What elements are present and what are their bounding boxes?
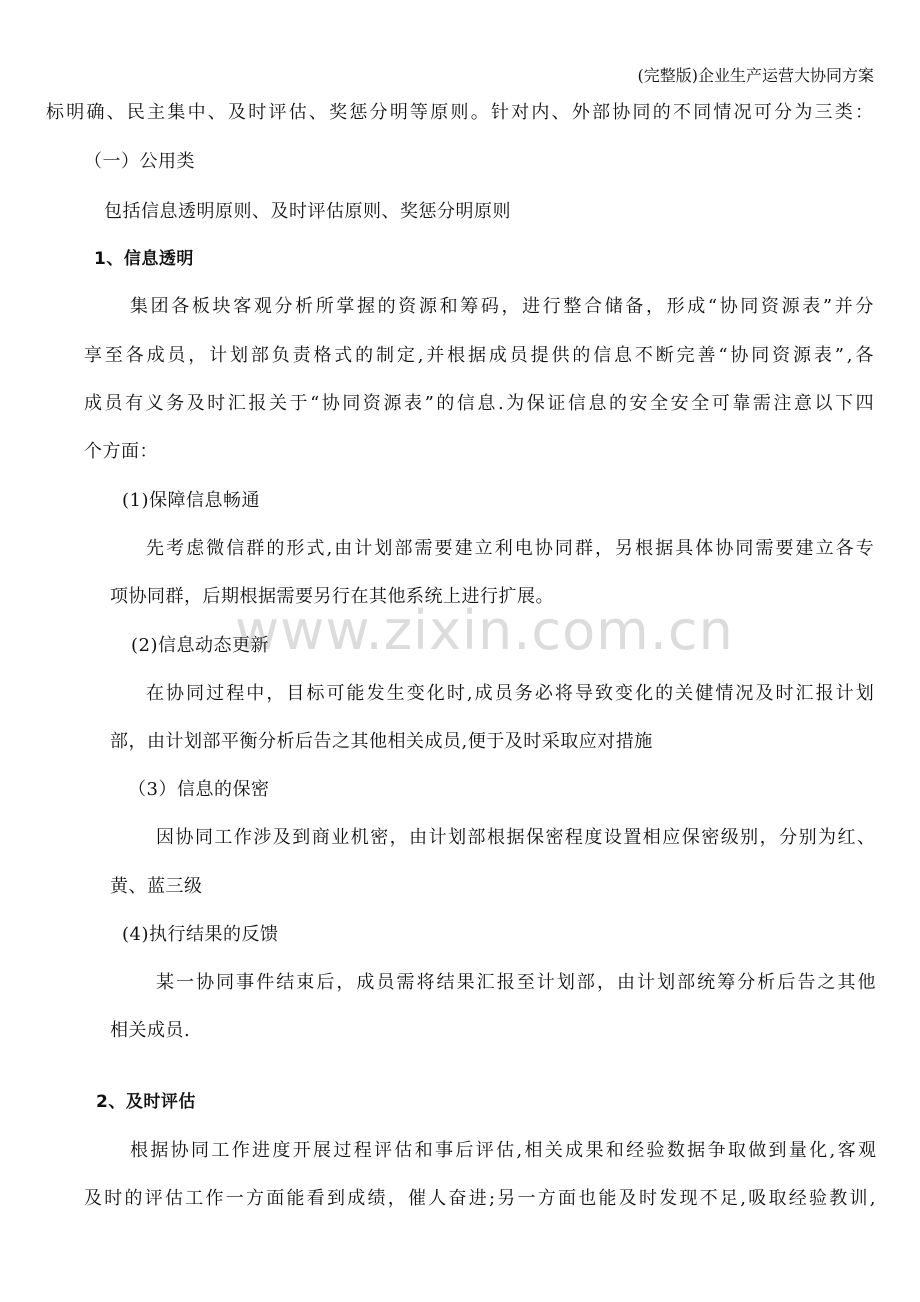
paragraph-line: 根据协同工作进度开展过程评估和事后评估,相关成果和经验数据争取做到量化,客观	[130, 1140, 879, 1161]
paragraph-line: 及时的评估工作一方面能看到成绩，催人奋进;另一方面也能及时发现不足,吸取经验教训,	[84, 1188, 878, 1209]
paragraph-line: 相关成员.	[110, 1020, 191, 1041]
paragraph-line: 在协同过程中，目标可能发生变化时,成员务必将导致变化的关健情况及时汇报计划	[146, 683, 876, 704]
paragraph-line: 某一协同事件结束后，成员需将结果汇报至计划部，由计划部统筹分析后告之其他	[156, 972, 878, 993]
heading-timely-evaluation: 2、及时评估	[96, 1092, 196, 1112]
subheading-item-2: (2)信息动态更新	[131, 635, 269, 656]
paragraph-line: 先考虑微信群的形式,由计划部需要建立利电协同群，另根据具体协同需要建立各专	[146, 538, 876, 559]
paragraph-line: 标明确、民主集中、及时评估、奖惩分明等原则。针对内、外部协同的不同情况可分为三类：	[46, 102, 876, 123]
subheading-item-4: (4)执行结果的反馈	[122, 924, 279, 945]
paragraph-line: 包括信息透明原则、及时评估原则、奖惩分明原则	[104, 201, 511, 222]
paragraph-line: 享至各成员，计划部负责格式的制定,并根据成员提供的信息不断完善“协同资源表”,各	[84, 345, 877, 366]
paragraph-line: 集团各板块客观分析所掌握的资源和筹码，进行整合储备，形成“协同资源表”并分	[130, 296, 877, 317]
subheading-item-1: (1)保障信息畅通	[122, 490, 260, 511]
paragraph-line: 项协同群，后期根据需要另行在其他系统上进行扩展。	[110, 586, 554, 607]
paragraph-line: 个方面：	[84, 441, 158, 462]
page-header-title: (完整版)企业生产运营大协同方案	[637, 66, 874, 85]
heading-information-transparency: 1、信息透明	[94, 249, 194, 269]
paragraph-line: 成员有义务及时汇报关于“协同资源表”的信息.为保证信息的安全安全可靠需注意以下四	[84, 393, 877, 414]
section-heading-public: （一）公用类	[84, 151, 195, 172]
subheading-item-3: （3）信息的保密	[128, 779, 270, 800]
watermark: www.zixin.com.cn	[235, 599, 734, 662]
paragraph-line: 黄、蓝三级	[110, 876, 203, 897]
paragraph-line: 部，由计划部平衡分析后告之其他相关成员,便于及时采取应对措施	[110, 731, 653, 752]
paragraph-line: 因协同工作涉及到商业机密，由计划部根据保密程度设置相应保密级别，分别为红、	[156, 827, 877, 848]
